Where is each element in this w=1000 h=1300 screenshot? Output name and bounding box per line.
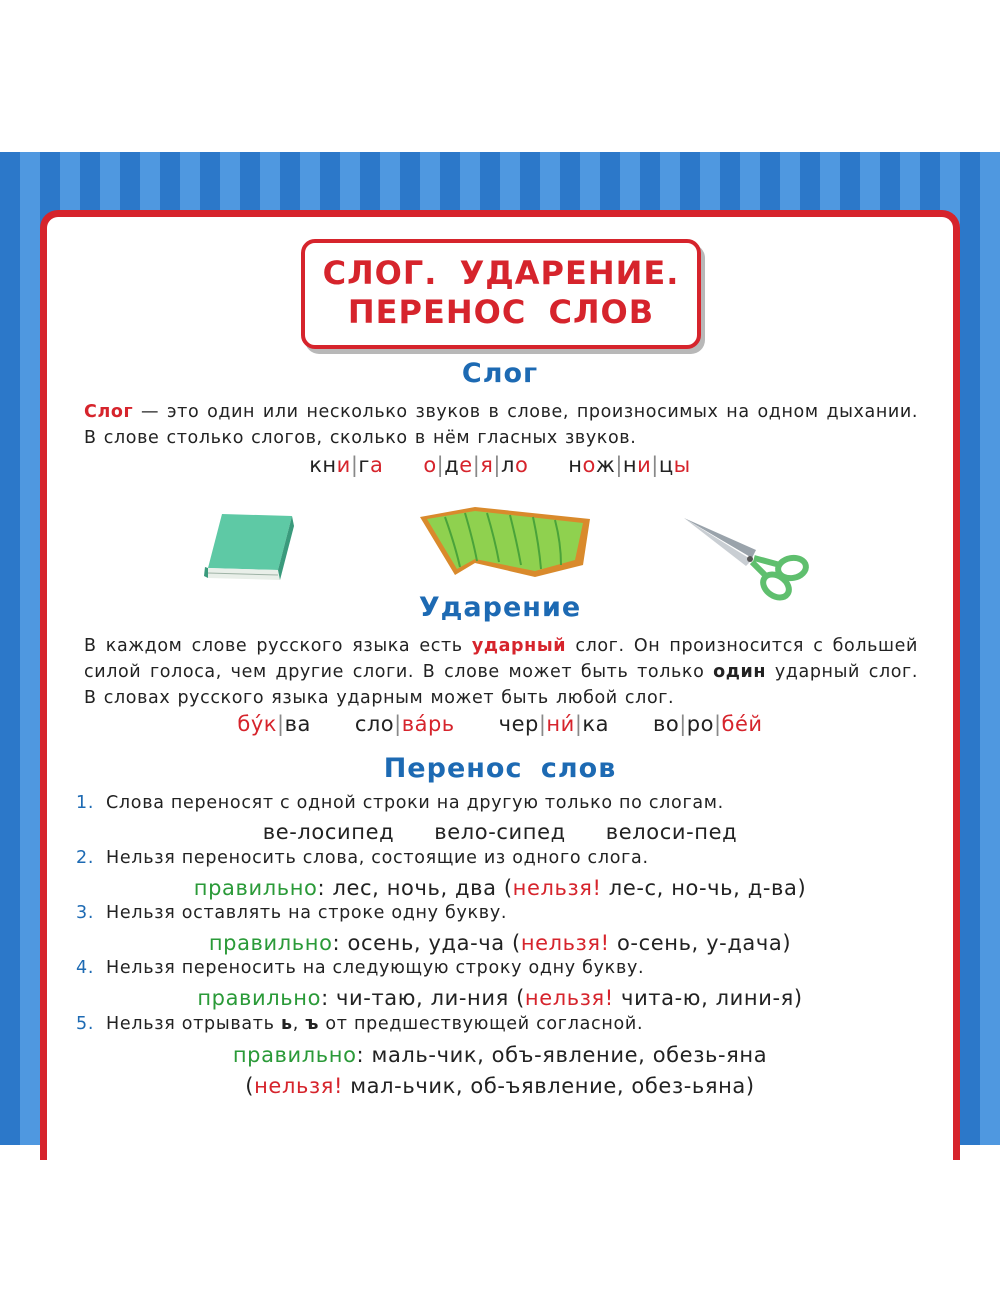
syllable-part: ц: [658, 453, 674, 477]
syllable-example-word: [568, 453, 690, 477]
syllable-divider: |: [538, 712, 547, 736]
correct-label: правильно: [208, 931, 333, 955]
heading-slog: Слог: [461, 358, 539, 389]
syllable-example-word: [309, 453, 383, 477]
rule-text: от предшествующей согласной.: [319, 1014, 644, 1034]
hyphenation-example-row: [0, 986, 1000, 1010]
syllable-part: и: [336, 453, 351, 477]
example-text: : осень, уда-ча (: [332, 931, 521, 955]
example-text: ле-с, но-чь, д-ва): [601, 876, 807, 900]
rule-4: [76, 958, 936, 978]
correct-label: правильно: [232, 1043, 357, 1067]
correct-label: правильно: [193, 876, 318, 900]
book-icon: [200, 512, 300, 584]
udarenie-text-segment: ударный: [471, 636, 567, 656]
forbidden-label: нельзя!: [254, 1074, 343, 1098]
syllable-part: бу́к: [237, 712, 277, 736]
syllable-divider: |: [713, 712, 722, 736]
syllable-divider: |: [574, 712, 583, 736]
hyphenation-example-row: [0, 1043, 1000, 1067]
correct-label: правильно: [197, 986, 322, 1010]
rule-text: Нельзя переносить слова, состоящие из одного слога.: [106, 848, 649, 868]
udarenie-text-segment: В каждом слове русского языка есть: [84, 636, 472, 656]
syllable-part: о: [582, 453, 596, 477]
syllable-divider: |: [276, 712, 285, 736]
udarenie-text-segment: слог. Он произносится с большей силой голоса, чем другие слоги. В слове может быть только: [84, 636, 918, 682]
syllable-divider: |: [493, 453, 501, 477]
example-text: : маль-чик, объ-явление, обезь-яна: [356, 1043, 768, 1067]
syllable-part: д: [444, 453, 460, 477]
hyphenation-example-row: [0, 1074, 1000, 1098]
syllable-part: ж: [595, 453, 616, 477]
syllable-part: кн: [309, 453, 337, 477]
hyphenation-example-row: [0, 876, 1000, 900]
udarenie-text-segment: один: [713, 662, 767, 682]
syllable-part: бе́й: [721, 712, 763, 736]
syllable-part: ка: [582, 712, 609, 736]
rule-text: Нельзя переносить на следующую строку одну букву.: [106, 958, 645, 978]
syllable-example-word: [423, 453, 528, 477]
syllable-part: о: [514, 453, 529, 477]
syllable-part: и: [637, 453, 652, 477]
syllable-part: ни́: [546, 712, 575, 736]
hyphenation-example-row: [0, 931, 1000, 955]
syllable-part: ро: [686, 712, 714, 736]
syllable-part: л: [501, 453, 515, 477]
rule-number: 5.: [76, 1014, 95, 1034]
example-text: мал-ьчик, об-ъявление, обез-ьяна): [342, 1074, 755, 1098]
rule-text: Нельзя оставлять на строке одну букву.: [106, 903, 508, 923]
rule-text: ,: [292, 1014, 306, 1034]
udarenie-examples: [0, 712, 1000, 736]
syllable-divider: |: [615, 453, 623, 477]
example-text: велоси-пед: [605, 820, 738, 844]
rule-3: [76, 903, 936, 923]
syllable-divider: |: [651, 453, 659, 477]
title-line-2: ПЕРЕНОС СЛОВ: [347, 293, 655, 331]
rule-1: [76, 793, 936, 813]
udarenie-text-segment: ударный слог. В словах русского языка ударным может быть любой слог.: [84, 662, 918, 708]
syllable-part: ва: [284, 712, 311, 736]
example-text: чита-ю, лини-я): [613, 986, 803, 1010]
stress-example-word: [653, 712, 763, 736]
rule-number: 1.: [76, 793, 95, 813]
syllable-part: сло: [354, 712, 395, 736]
syllable-part: г: [358, 453, 370, 477]
rule-5: [76, 1014, 936, 1034]
heading-perenos: Перенос слов: [383, 753, 617, 784]
rule-text: ъ: [305, 1014, 320, 1034]
syllable-part: ва́рь: [401, 712, 455, 736]
syllable-part: е: [459, 453, 473, 477]
example-text: вело-сипед: [434, 820, 566, 844]
forbidden-label: нельзя!: [512, 876, 602, 900]
syllable-part: ы: [673, 453, 691, 477]
udarenie-text: [84, 633, 918, 711]
syllable-divider: |: [679, 712, 687, 736]
title-line-1: СЛОГ. УДАРЕНИЕ.: [322, 254, 680, 292]
heading-udarenie: Ударение: [418, 592, 582, 623]
syllable-divider: |: [394, 712, 402, 736]
syllable-part: я: [480, 453, 494, 477]
example-text: ве-лосипед: [262, 820, 395, 844]
syllable-divider: |: [436, 453, 445, 477]
example-text: о-сень, у-дача): [609, 931, 792, 955]
title-box: [301, 239, 701, 349]
syllable-part: во: [652, 712, 680, 736]
blanket-icon: [415, 505, 600, 585]
slog-examples: [0, 453, 1000, 477]
slog-term: Слог: [84, 402, 134, 422]
forbidden-label: нельзя!: [520, 931, 610, 955]
rule-text: Слова переносят с одной строки на другую только по слогам.: [106, 793, 724, 813]
rule-number: 2.: [76, 848, 95, 868]
forbidden-label: нельзя!: [524, 986, 614, 1010]
example-text: : лес, ночь, два (: [317, 876, 513, 900]
syllable-part: а: [369, 453, 384, 477]
slog-definition-text: — это один или несколько звуков в слове, произносимых на одном дыхании. В слове столько слогов, сколько в нём гласных звуков.: [84, 402, 918, 448]
hyphenation-example-row: [0, 820, 1000, 844]
stress-example-word: [237, 712, 310, 736]
rule-text: Нельзя отрывать: [106, 1014, 281, 1034]
syllable-part: о: [423, 453, 437, 477]
syllable-divider: |: [350, 453, 359, 477]
rule-number: 3.: [76, 903, 95, 923]
rule-2: [76, 848, 936, 868]
stress-example-word: [499, 712, 609, 736]
syllable-part: чер: [498, 712, 539, 736]
syllable-divider: |: [472, 453, 481, 477]
slog-definition: [84, 399, 918, 451]
stress-example-word: [355, 712, 455, 736]
rule-number: 4.: [76, 958, 95, 978]
syllable-part: н: [622, 453, 638, 477]
example-text: : чи-таю, ли-ния (: [321, 986, 525, 1010]
example-text: (: [245, 1074, 255, 1098]
syllable-part: н: [568, 453, 583, 477]
rule-text: ь: [280, 1014, 293, 1034]
